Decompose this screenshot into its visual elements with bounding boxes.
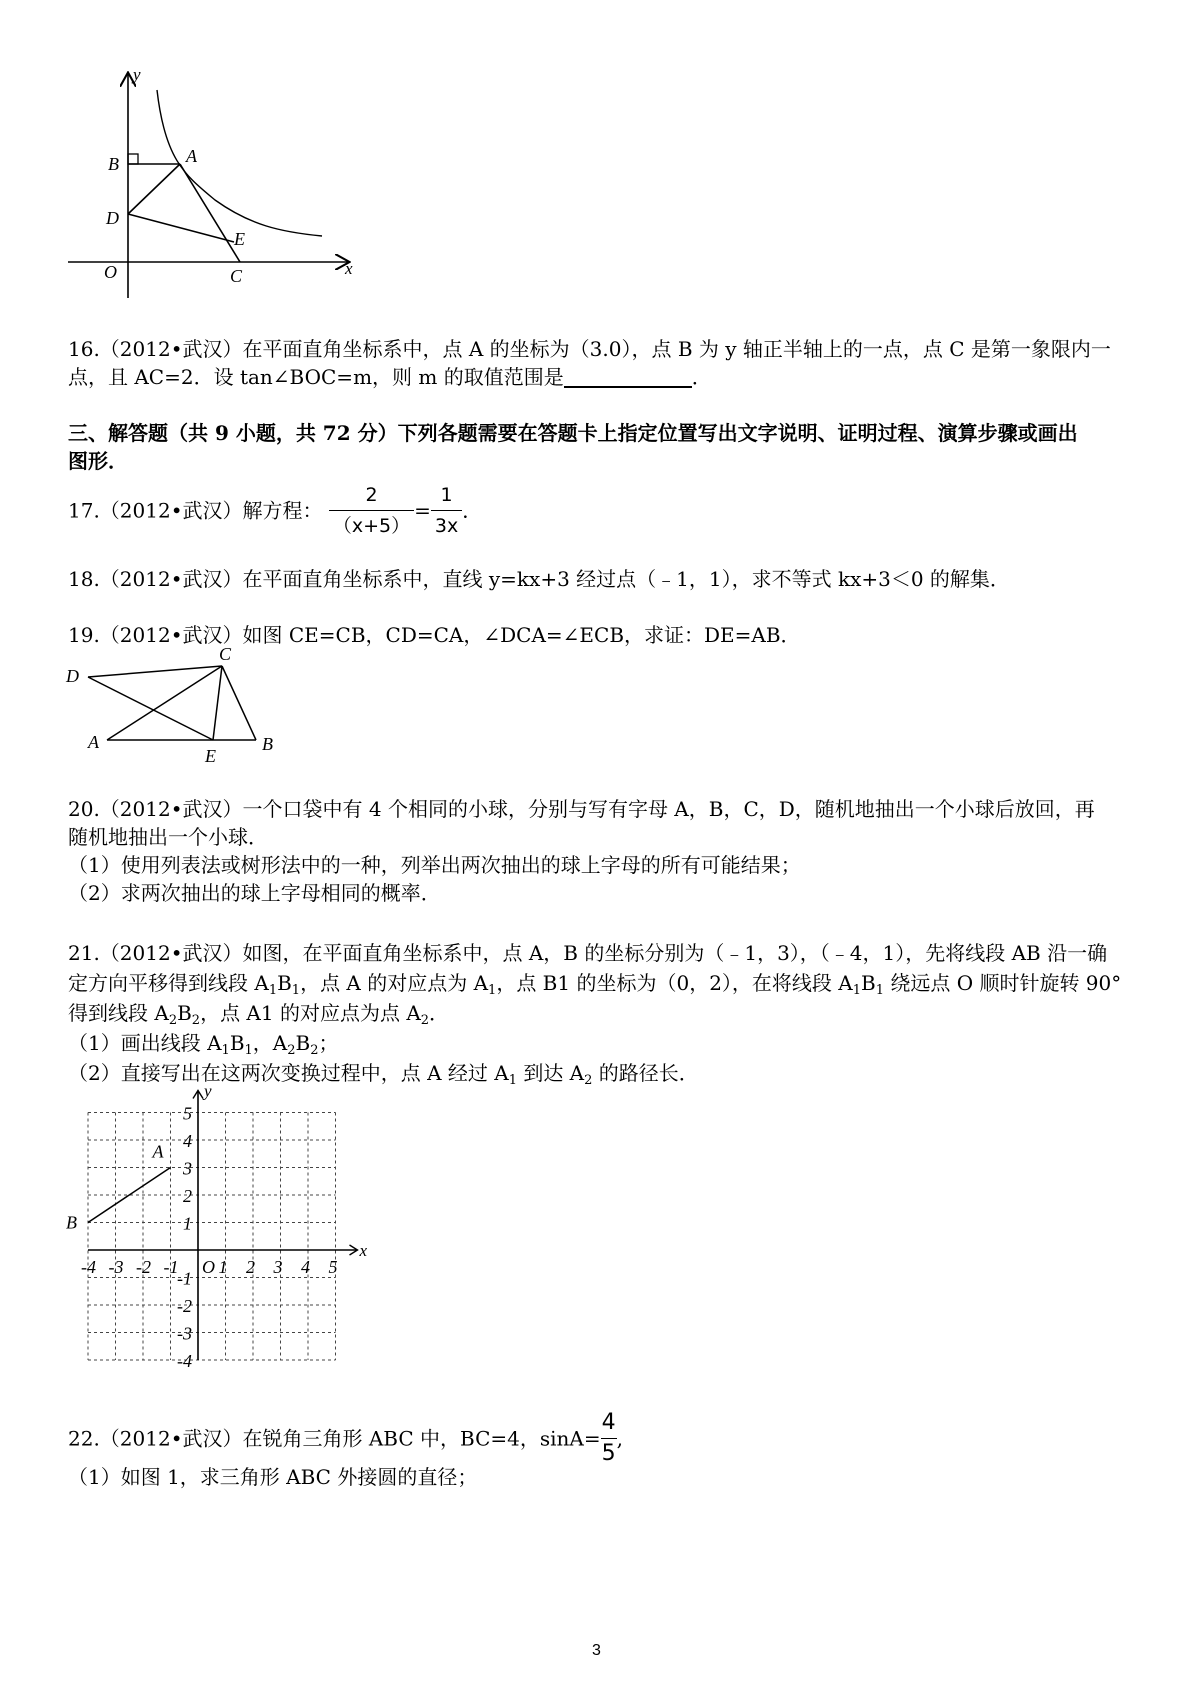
label-y: y <box>133 65 141 84</box>
q16-line2-end: ． <box>691 365 712 389</box>
right-angle-mark <box>128 154 138 164</box>
label-B: B <box>108 154 119 174</box>
y-tick-label: 5 <box>183 1103 192 1124</box>
q17-end: ． <box>462 498 483 523</box>
q21-text: ，点 A1 的对应点为点 A <box>200 1001 421 1025</box>
label-A: A <box>152 1141 164 1162</box>
label-C: C <box>230 266 243 286</box>
label-A: A <box>186 146 197 166</box>
subscript: 1 <box>852 983 861 998</box>
y-tick-label: -1 <box>177 1268 192 1289</box>
q21-line1: 21.（2012•武汉）如图，在平面直角坐标系中，点 A，B 的坐标分别为（﹣1，3），（﹣4，1），先将线段 AB 沿一确 <box>68 941 1108 965</box>
x-tick-label: O <box>202 1257 215 1277</box>
q22-end: , <box>616 1426 623 1451</box>
x-axis-label: x <box>359 1241 368 1260</box>
subscript: 2 <box>287 1043 296 1058</box>
segment-DE <box>88 677 213 740</box>
q22-frac-den: 5 <box>601 1441 616 1466</box>
x-tick-label: -2 <box>136 1257 151 1277</box>
section3-heading-line2: 图形． <box>68 449 128 473</box>
segment-AC <box>107 666 222 740</box>
grid-lines <box>88 1113 336 1361</box>
segment-DE <box>128 214 234 242</box>
q21-text: ． <box>429 1001 450 1025</box>
y-tick-label: -2 <box>177 1296 192 1316</box>
label-E: E <box>205 746 216 766</box>
q21-line3 <box>68 1000 449 1034</box>
q17-fraction-left <box>329 480 414 541</box>
subscript: 2 <box>191 1013 201 1028</box>
label-B: B <box>66 1212 77 1233</box>
q21-text: 定方向平移得到线段 A <box>68 971 269 995</box>
subscript: 2 <box>584 1073 593 1088</box>
q21-text: B <box>295 1031 311 1055</box>
x-tick-label: 4 <box>301 1257 310 1277</box>
q17-prefix: 17.（2012•武汉）解方程： <box>68 498 323 523</box>
label-D: D <box>66 666 79 686</box>
segment-CE <box>213 666 222 740</box>
y-axis-label: y <box>204 1081 212 1101</box>
q20-line2: 随机地抽出一个小球． <box>68 825 268 849</box>
q21-text: ，点 A 的对应点为 A <box>300 971 489 995</box>
q17-frac1-num: 2 <box>365 484 378 506</box>
q21-text: 的路径长． <box>592 1061 699 1085</box>
q18: 18.（2012•武汉）在平面直角坐标系中，直线 y=kx+3 经过点（﹣1，1），求不等式 kx+3＜0 的解集． <box>68 567 1010 591</box>
hyperbola-curve <box>157 90 322 236</box>
axes <box>88 1082 368 1361</box>
q19: 19.（2012•武汉）如图 CE=CB，CD=CA，∠DCA=∠ECB，求证：DE=AB． <box>68 623 801 647</box>
q20-line1: 20.（2012•武汉）一个口袋中有 4 个相同的小球，分别与写有字母 A，B，C，D，随机地抽出一个小球后放回，再 <box>68 797 1095 821</box>
q17-frac1-den: （x+5） <box>332 515 411 537</box>
q17-fraction-right <box>431 480 462 541</box>
label-D: D <box>106 208 119 228</box>
subscript: 2 <box>168 1013 178 1028</box>
q20-line3: （1）使用列表法或树形法中的一种，列举出两次抽出的球上字母的所有可能结果； <box>68 853 801 877</box>
figure-q19 <box>60 645 290 770</box>
q21-text: ； <box>318 1031 339 1055</box>
subscript: 1 <box>875 983 884 998</box>
subscript: 1 <box>488 983 497 998</box>
q21-text: 到达 A <box>516 1061 585 1085</box>
x-tick-label: 1 <box>218 1257 228 1277</box>
x-tick-label: 3 <box>273 1257 283 1277</box>
x-tick-label: -4 <box>81 1257 96 1277</box>
subscript: 1 <box>291 983 301 998</box>
label-A: A <box>88 732 99 752</box>
q21-text: 得到线段 A <box>68 1001 169 1025</box>
label-B: B <box>262 734 273 754</box>
label-C: C <box>219 645 232 664</box>
y-tick-label: 1 <box>183 1213 192 1234</box>
q22-frac-num: 4 <box>601 1410 616 1435</box>
y-tick-label: -3 <box>177 1323 192 1344</box>
y-tick-label: 3 <box>183 1158 192 1179</box>
q21-text: （1）画出线段 A <box>68 1031 222 1055</box>
segment-AB <box>66 1142 171 1233</box>
x-tick-label: 5 <box>328 1257 338 1277</box>
x-tick-label: 2 <box>246 1257 255 1277</box>
q20-line4: （2）求两次抽出的球上字母相同的概率． <box>68 881 441 905</box>
subscript: 2 <box>310 1043 319 1058</box>
q17 <box>68 480 483 537</box>
q21-text: B <box>229 1031 245 1055</box>
answer-blank[interactable] <box>564 366 692 388</box>
label-x: x <box>345 259 353 278</box>
figure-q15 <box>60 60 380 310</box>
segment-DA <box>128 164 180 214</box>
tick-labels <box>81 1104 338 1372</box>
q17-frac2-den: 3x <box>434 515 459 537</box>
q21-text: ，点 B1 的坐标为（0，2），在将线段 A <box>496 971 853 995</box>
q16-line2 <box>68 364 712 390</box>
subscript: 1 <box>221 1043 230 1058</box>
q22-line2: （1）如图 1，求三角形 ABC 外接圆的直径； <box>68 1465 478 1489</box>
segment-AC <box>180 164 240 262</box>
q22-prefix: 22.（2012•武汉）在锐角三角形 ABC 中，BC=4，sinA= <box>68 1426 601 1451</box>
q22-line1 <box>68 1408 623 1466</box>
q21-text: B <box>177 1001 192 1025</box>
q21-text: ，A <box>252 1031 288 1055</box>
x-tick-label: -3 <box>108 1257 124 1277</box>
q16-line1: 16.（2012•武汉）在平面直角坐标系中，点 A 的坐标为（3.0），点 B 为 y 轴正半轴上的一点，点 C 是第一象限内一 <box>68 337 1111 361</box>
section3-heading-line1: 三、解答题（共 9 小题，共 72 分）下列各题需要在答题卡上指定位置写出文字说明、证明过程、演算步骤或画出 <box>68 421 1078 445</box>
label-O: O <box>104 262 117 282</box>
subscript: 1 <box>244 1043 253 1058</box>
label-E: E <box>234 229 245 249</box>
q16-line2-text: 点，且 AC=2．设 tan∠BOC=m，则 m 的取值范围是 <box>68 365 564 389</box>
y-tick-label: 2 <box>183 1186 192 1206</box>
q21-text: B <box>277 971 292 995</box>
page-number: 3 <box>592 1642 601 1659</box>
segment-CB <box>222 666 256 740</box>
q21-line2 <box>68 970 1121 1004</box>
q21-text: B <box>861 971 876 995</box>
q21-text: 绕远点 O 顺时针旋转 90° <box>883 971 1122 995</box>
q21-text: （2）直接写出在这两次变换过程中，点 A 经过 A <box>68 1061 509 1085</box>
segment-DC <box>88 666 222 677</box>
y-tick-label: -4 <box>177 1351 192 1371</box>
subscript: 2 <box>420 1013 430 1028</box>
q22-fraction <box>601 1408 617 1469</box>
coordinate-grid-q21 <box>60 1078 380 1378</box>
y-tick-label: 4 <box>183 1131 192 1151</box>
q21-line4 <box>68 1030 339 1064</box>
x-tick-label: -1 <box>163 1257 179 1277</box>
subscript: 1 <box>268 983 278 998</box>
subscript: 1 <box>508 1073 517 1088</box>
q17-equals: = <box>414 498 431 523</box>
q17-frac2-num: 1 <box>440 484 453 506</box>
